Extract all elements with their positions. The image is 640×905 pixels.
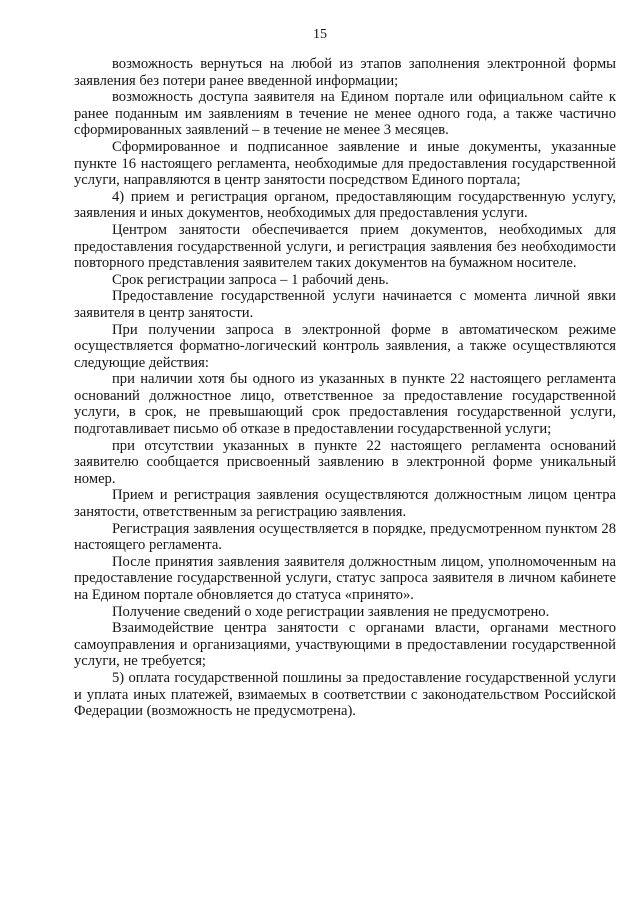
paragraph: Прием и регистрация заявления осуществляются должностным лицом центра занятости, ответственным за регистрацию заявления.: [74, 487, 616, 521]
paragraph: возможность доступа заявителя на Едином портале или официальном сайте к ранее поданным им заявлениям в течение не менее одного года, а также частично сформированных заявлений – в течение не менее 3 месяцев.: [74, 89, 616, 139]
document-body: [74, 56, 616, 720]
paragraph: возможность вернуться на любой из этапов заполнения электронной формы заявления без потери ранее введенной информации;: [74, 56, 616, 89]
paragraph: После принятия заявления заявителя должностным лицом, уполномоченным на предоставление государственной услуги, статус запроса заявителя в личном кабинете на Едином портале обновляется до статуса «принято».: [74, 553, 616, 603]
paragraph: Регистрация заявления осуществляется в порядке, предусмотренном пунктом 28 настоящего регламента.: [74, 520, 616, 554]
paragraph: Центром занятости обеспечивается прием документов, необходимых для предоставления государственной услуги, и регистрация заявления без необходимости повторного представления заявителем таких документов на бумажном носителе.: [74, 221, 616, 272]
paragraph: Взаимодействие центра занятости с органами власти, органами местного самоуправления и организациями, участвующими в предоставлении государственной услуги, не требуется;: [74, 620, 616, 670]
paragraph: при отсутствии указанных в пункте 22 настоящего регламента оснований заявителю сообщается присвоенный заявлению в электронной форме уникальный номер.: [74, 437, 616, 487]
paragraph: При получении запроса в электронной форме в автоматическом режиме осуществляется форматно-логический контроль заявления, а также осуществляются следующие действия:: [74, 321, 616, 371]
paragraph: Срок регистрации запроса – 1 рабочий день.: [112, 271, 389, 288]
paragraph: 5) оплата государственной пошлины за предоставление государственной услуги и уплата иных платежей, взимаемых в соответствии с законодательством Российской Федерации (возможность не предусмотрена).: [74, 669, 616, 720]
paragraph: 4) прием и регистрация органом, предоставляющим государственную услугу, заявления и иных документов, необходимых для предоставления услуги.: [74, 188, 616, 222]
page-number: 15: [313, 27, 327, 42]
paragraph: при наличии хотя бы одного из указанных в пункте 22 настоящего регламента оснований должностное лицо, ответственное за предоставление государственной услуги, в срок, не превышающий срок предоставления государственной услуги, подготавливает письмо об отказе в предоставлении государственной услуги;: [74, 371, 616, 438]
paragraph: Предоставление государственной услуги начинается с момента личной явки заявителя в центр занятости.: [74, 288, 616, 321]
paragraph: Получение сведений о ходе регистрации заявления не предусмотрено.: [112, 603, 550, 620]
paragraph: Сформированное и подписанное заявление и иные документы, указанные пункте 16 настоящего регламента, необходимые для предоставления государственной услуги, направляются в центр занятости посредством Единого портала;: [74, 138, 616, 189]
